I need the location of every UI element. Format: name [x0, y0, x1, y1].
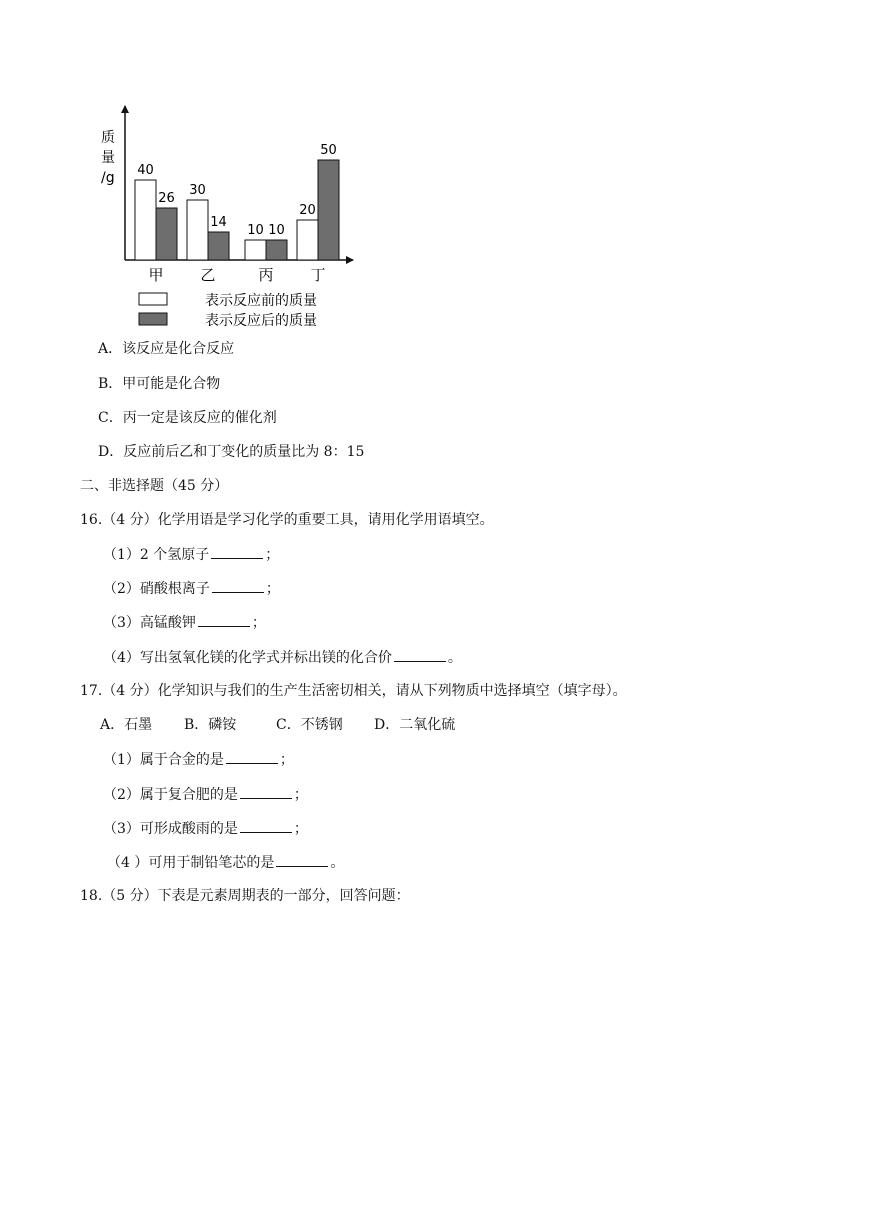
legend-label-2: 表示反应后的质量 — [205, 313, 317, 329]
legend-swatch-1 — [139, 293, 167, 305]
q17-item-3-text: （3）可形成酸雨的是 — [103, 821, 238, 837]
bar-after-1 — [156, 208, 177, 260]
category-label: 丁 — [310, 266, 326, 284]
answer-blank[interactable] — [394, 648, 446, 662]
q16-item-1-text: （1）2 个氢原子 — [103, 547, 210, 563]
q16-item-3-text: （3）高锰酸钾 — [103, 615, 196, 631]
data-label: 30 — [189, 183, 206, 198]
bar-before-2 — [187, 200, 208, 260]
q17-item-2-end: ； — [293, 787, 308, 803]
data-label: 20 — [299, 203, 316, 218]
q17-item-1-end: ； — [279, 752, 294, 768]
q16-stem: 16.（4 分）化学用语是学习化学的重要工具，请用化学用语填空。 — [80, 512, 494, 528]
data-label: 10 — [247, 223, 264, 238]
q16-item-3 — [103, 613, 266, 632]
mass-bar-chart — [95, 100, 365, 335]
bar-after-2 — [208, 232, 229, 260]
data-label: 10 — [268, 223, 285, 238]
data-label: 40 — [137, 163, 154, 178]
category-label: 乙 — [200, 266, 216, 284]
q17-item-4 — [107, 853, 344, 872]
q17-choice-a: A．石墨 — [100, 717, 153, 733]
option-a: A．该反应是化合反应 — [98, 341, 235, 357]
bar-before-4 — [297, 220, 318, 260]
option-d: D．反应前后乙和丁变化的质量比为 8：15 — [98, 444, 365, 460]
q17-stem: 17.（4 分）化学知识与我们的生产生活密切相关，请从下列物质中选择填空（填字母）。 — [80, 683, 627, 699]
section-title: 二、非选择题（45 分） — [80, 478, 229, 494]
q17-choice-c: C．不锈钢 — [276, 717, 343, 733]
option-c: C．丙一定是该反应的催化剂 — [98, 410, 277, 426]
bar-before-1 — [135, 180, 156, 260]
q16-item-4-text: （4）写出氢氧化镁的化学式并标出镁的化合价 — [103, 650, 392, 666]
q18-stem: 18.（5 分）下表是元素周期表的一部分，回答问题： — [80, 888, 410, 904]
q17-item-2 — [103, 785, 308, 804]
q16-item-3-end: ； — [251, 615, 266, 631]
answer-blank[interactable] — [211, 545, 263, 559]
legend-swatch-2 — [139, 313, 167, 325]
y-axis-label-1: 量 — [101, 150, 115, 166]
q17-item-4-text: （4 ）可用于制铅笔芯的是 — [107, 855, 275, 871]
q16-item-1-end: ； — [265, 547, 280, 563]
data-label: 14 — [210, 215, 227, 230]
y-axis-label-2: /g — [101, 170, 115, 186]
q17-choice-b: B．磷铵 — [184, 717, 237, 733]
answer-blank[interactable] — [276, 853, 328, 867]
q16-item-2-end: ； — [265, 581, 280, 597]
bar-before-3 — [245, 240, 266, 260]
q16-item-2-text: （2）硝酸根离子 — [103, 581, 210, 597]
bars-group — [135, 143, 339, 284]
bar-after-4 — [318, 160, 339, 260]
q17-choice-d: D．二氧化硫 — [374, 717, 456, 733]
q17-item-1-text: （1）属于合金的是 — [103, 752, 224, 768]
q17-item-3-end: ； — [293, 821, 308, 837]
q17-item-1 — [103, 750, 294, 769]
category-label: 丙 — [258, 266, 274, 284]
q17-item-2-text: （2）属于复合肥的是 — [103, 787, 238, 803]
answer-blank[interactable] — [240, 785, 292, 799]
q16-item-4-end: 。 — [447, 650, 462, 666]
y-axis-label-0: 质 — [101, 130, 115, 146]
q16-item-4 — [103, 648, 462, 667]
option-b: B．甲可能是化合物 — [98, 376, 221, 392]
category-label: 甲 — [148, 266, 164, 284]
q17-item-4-end: 。 — [330, 855, 345, 871]
data-label: 50 — [320, 143, 337, 158]
chart-svg — [95, 100, 365, 335]
answer-blank[interactable] — [240, 819, 292, 833]
q17-item-3 — [103, 819, 308, 838]
answer-blank[interactable] — [226, 750, 278, 764]
answer-blank[interactable] — [198, 613, 250, 627]
answer-blank[interactable] — [212, 579, 264, 593]
bar-after-3 — [266, 240, 287, 260]
legend — [139, 292, 317, 329]
q16-item-2 — [103, 579, 280, 598]
q16-item-1 — [103, 545, 279, 564]
data-label: 26 — [158, 191, 175, 206]
legend-label-1: 表示反应前的质量 — [205, 293, 317, 309]
